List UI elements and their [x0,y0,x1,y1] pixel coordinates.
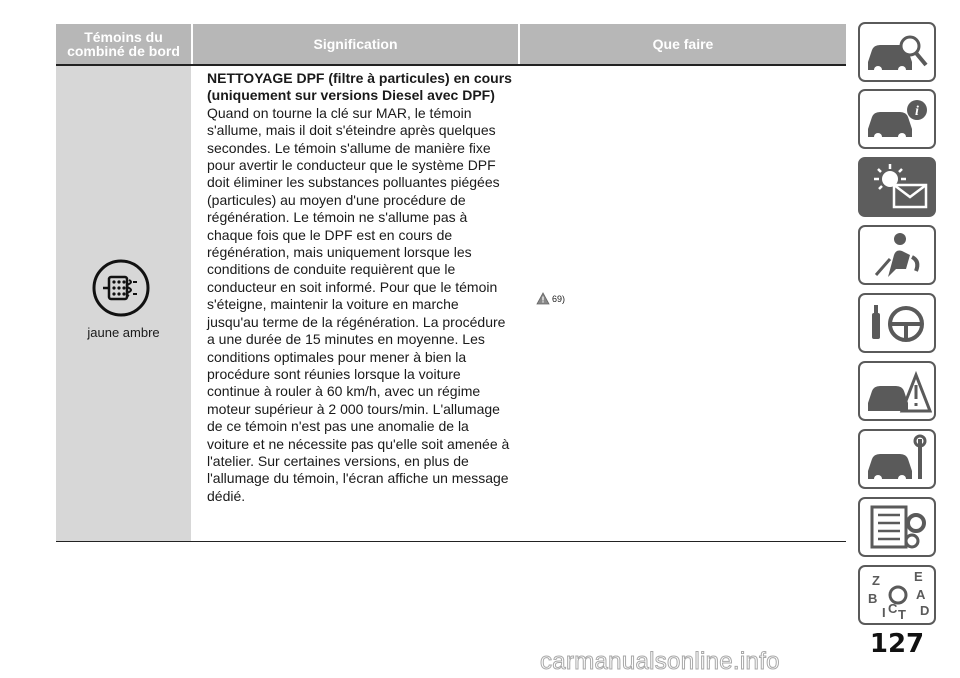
meaning-cell [207,70,512,505]
warning-triangle-icon [536,292,550,305]
tab-safety[interactable] [858,225,936,285]
dpf-warning-lamp-icon [91,258,151,318]
key-steering-wheel-icon [862,297,932,349]
svg-text:I: I [882,605,886,620]
header-warning-lights: Témoins du combiné de bord [56,24,191,64]
header-meaning: Signification [193,24,518,64]
tab-maintenance[interactable] [858,429,936,489]
car-accident-icon [862,365,932,417]
table-bottom-rule [56,541,846,542]
tab-car-knowledge[interactable] [858,22,936,82]
watermark: carmanualsonline.info [540,648,780,675]
tab-index[interactable] [858,565,936,625]
meaning-body: Quand on tourne la clé sur MAR, le témoin s'allume, mais il doit s'éteindre après quelques secondes. Le témoin s'allume de manière fixe pour avertir le conducteur que le système DPF doit éliminer les substances polluantes piégées (particules) au moyen d'une procédure de régénération. Le témoin ne s'allume pas à chaque fois que le DPF est en cours de régénération, mais uniquement lorsque les conditions de conduite requièrent que le conducteur en soit informé. Pour que le témoin s'éteigne, maintenir la voiture en marche jusqu'au terme de la régénération. La procédure a une durée de 15 minutes en moyenne. Les conditions optimales pour mener à bien la procédure sont réunies lorsque la voiture continue à rouler à 60 km/h, avec un régime moteur supérieur à 2 000 tours/min. L'allumage de ce témoin n'est pas une anomalie de la voiture et ne nécessite pas qu'elle soit amenée à l'atelier. Sur certaines versions, en plus de l'allumage du témoin, l'écran affiche un message dédié. [207,104,510,504]
alphabetical-index-icon [862,569,932,621]
header-what-to-do: Que faire [520,24,846,64]
airbag-seat-icon [862,229,932,281]
svg-text:A: A [916,587,926,602]
warning-lights-icon [862,161,932,213]
svg-text:Z: Z [872,573,880,588]
page-number: 127 [869,629,925,659]
car-tools-icon [862,433,932,485]
car-info-icon [862,93,932,145]
lamp-color-label: jaune ambre [87,325,160,340]
svg-text:i: i [915,104,919,119]
tab-emergency[interactable] [858,361,936,421]
svg-text:D: D [920,603,930,618]
meaning-title: NETTOYAGE DPF (filtre à particules) en cours (uniquement sur versions Diesel avec DPF) [207,70,512,104]
specs-gear-icon [862,501,932,553]
car-magnifier-icon [862,26,932,78]
tab-technical-data[interactable] [858,497,936,557]
action-note-ref: 69) [552,293,566,304]
svg-text:C: C [888,601,898,616]
svg-text:T: T [898,607,906,621]
tab-starting-driving[interactable] [858,293,936,353]
tab-dashboard[interactable] [858,89,936,149]
tab-warning-lights[interactable] [858,157,936,217]
action-cell [536,292,565,305]
svg-text:B: B [868,591,878,606]
svg-text:E: E [914,569,923,584]
